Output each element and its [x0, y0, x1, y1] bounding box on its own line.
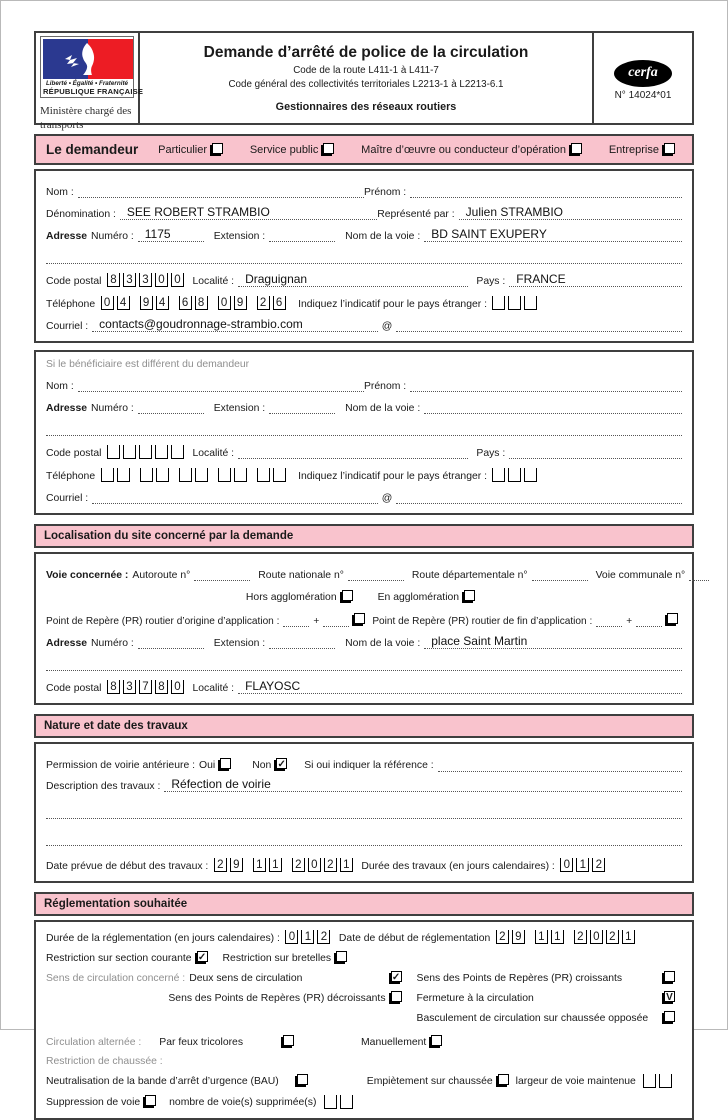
applicant-telephone-field[interactable]: 0 4 — [99, 296, 131, 310]
type-maitre-oeuvre-label: Maître d’œuvre ou conducteur d’opération — [361, 143, 566, 156]
beneficiaire-title: Si le bénéficiaire est différent du demandeur — [46, 359, 250, 370]
type-service-public-label: Service public — [249, 143, 319, 156]
ministry-text: Ministère chargé des transports — [40, 105, 132, 131]
beneficiaire-box — [34, 350, 694, 515]
pr-origine-field[interactable] — [283, 614, 309, 627]
indicatif-label: Indiquez l’indicatif pour le pays étranger : — [298, 299, 487, 310]
deux-sens-label: Deux sens de circulation — [189, 972, 303, 984]
extension-label: Extension : — [213, 231, 266, 242]
checkbox-section-courante[interactable]: ✓ — [197, 952, 207, 963]
pr-fin-label: Point de Repère (PR) routier de fin d’application : — [372, 616, 593, 627]
date-debut-travaux-field[interactable]: 2 9 — [212, 858, 244, 872]
form-subtitle-2: Code général des collectivités territoriales L2213-1 à L2213-6.1 — [228, 79, 504, 90]
checkbox-particulier[interactable] — [212, 143, 223, 154]
cerfa-block — [592, 33, 692, 123]
numero-label: Numéro : — [91, 403, 134, 414]
duree-travaux-label: Durée des travaux (en jours calendaires) : — [361, 861, 555, 872]
nb-voies-label: nombre de voie(s) supprimée(s) — [169, 1096, 317, 1108]
applicant-denomination-field[interactable]: SEE ROBERT STRAMBIO — [120, 207, 377, 220]
extension-label: Extension : — [213, 638, 266, 649]
beneficiary-prenom-field[interactable] — [410, 379, 682, 392]
at-label: @ — [381, 493, 393, 504]
cerfa-number: N° 14024*01 — [614, 90, 672, 101]
applicant-adresse-suite-field[interactable] — [46, 251, 682, 264]
description-label: Description des travaux : — [46, 781, 161, 792]
date-debut-reglementation-label: Date de début de réglementation — [338, 933, 491, 944]
form-title: Demande d’arrêté de police de la circulation — [203, 44, 529, 61]
beneficiary-nom-field[interactable] — [78, 379, 364, 392]
reglementation-box: Durée de la réglementation (en jours calendaires) : 0 1 2 Date de début de réglementation 2 9 1 1 2 0 2 1 Restriction sur section courante ✓ Restriction sur bretelles Sens de circulation concerné : Deux sens de circulation ✓ Sens des Points de Repères (PR) croissants Sens des Points de Repères (PR) décroissants Fermeture à la circulation V Basculement de circulation sur chaussée opposée Circulation alternée : Par feux tricolores Manuellement Restriction de chaussée : Neutralisation de la bande d’arrêt d’urgence (BAU) Empiètement sur chaussée largeur de voie maintenue Suppression de voie nombre de voie(s) supprimée(s) — [34, 920, 694, 1120]
checkbox-suppression-voie[interactable] — [145, 1095, 156, 1106]
checkbox-deux-sens[interactable]: ✓ — [391, 972, 401, 983]
empietement-label: Empiètement sur chaussée — [366, 1075, 493, 1087]
bretelles-label: Restriction sur bretelles — [222, 952, 332, 964]
nb-voies-field[interactable] — [322, 1095, 354, 1109]
section-bar-reglementation — [34, 892, 694, 916]
reglementation-title: Réglementation souhaitée — [44, 898, 188, 910]
beneficiary-adresse-suite-field[interactable] — [46, 423, 682, 436]
date-debut-reglementation-field[interactable]: 2 9 — [494, 930, 526, 944]
pr-fin-abs-field[interactable] — [636, 614, 662, 627]
indicatif-label: Indiquez l’indicatif pour le pays étranger : — [298, 471, 487, 482]
republique-text: RÉPUBLIQUE FRANÇAISE — [43, 87, 144, 96]
applicant-indicatif-field[interactable] — [491, 296, 539, 310]
republique-block — [36, 33, 144, 131]
largeur-voie-label: largeur de voie maintenue — [515, 1075, 636, 1087]
applicant-voie-field[interactable]: BD SAINT EXUPERY — [424, 229, 682, 242]
checkbox-empietement[interactable] — [498, 1074, 509, 1085]
form-subtitle-3: Gestionnaires des réseaux routiers — [275, 101, 457, 113]
nom-voie-label: Nom de la voie : — [345, 231, 421, 242]
adresse-label: Adresse — [46, 231, 88, 242]
checkbox-basculement[interactable] — [664, 1011, 675, 1022]
checkbox-bretelles[interactable] — [336, 951, 347, 962]
checkbox-pr-decroissants[interactable] — [391, 991, 402, 1002]
represente-par-label: Représenté par : — [377, 209, 455, 220]
checkbox-hors-agglo[interactable] — [342, 590, 353, 601]
site-localite-field[interactable]: FLAYOSC — [238, 681, 682, 694]
pays-label: Pays : — [476, 448, 506, 459]
beneficiary-code-postal-field[interactable] — [105, 445, 185, 459]
type-particulier-label: Particulier — [158, 143, 208, 156]
checkbox-manuellement[interactable] — [431, 1035, 442, 1046]
description-line3-field[interactable] — [46, 833, 682, 846]
travaux-box: Permission de voirie antérieure : Oui Non ✓ Si oui indiquer la référence : Description des travaux : Réfection de voirie Date prévue de début des travaux : 2 9 1 1 2 0 2 1 Durée des travaux (en jours calendaires) : 0 1 2 — [34, 742, 694, 883]
basculement-label: Basculement de circulation sur chaussée opposée — [416, 1012, 649, 1024]
section-bar-travaux — [34, 714, 694, 738]
telephone-label: Téléphone — [46, 471, 96, 482]
localite-label: Localité : — [192, 683, 235, 694]
applicant-courriel-domain-field[interactable] — [396, 319, 682, 332]
adresse-label: Adresse — [46, 638, 88, 649]
pr-croissants-label: Sens des Points de Repères (PR) croissants — [416, 972, 623, 984]
oui-label: Oui — [199, 759, 216, 771]
reference-field[interactable] — [438, 759, 682, 772]
checkbox-bau[interactable] — [297, 1074, 308, 1085]
code-postal-label: Code postal — [46, 276, 102, 287]
courriel-label: Courriel : — [46, 493, 89, 504]
localite-label: Localité : — [192, 448, 235, 459]
route-nationale-label: Route nationale n° — [258, 570, 344, 581]
checkbox-fermeture[interactable]: V — [664, 991, 675, 1002]
denomination-label: Dénomination : — [46, 209, 116, 220]
telephone-label: Téléphone — [46, 299, 96, 310]
restriction-chaussee-label: Restriction de chaussée : — [46, 1056, 163, 1067]
voie-communale-label: Voie communale n° — [595, 570, 686, 581]
checkbox-pr-origine[interactable] — [354, 613, 365, 624]
checkbox-en-agglo[interactable] — [464, 590, 475, 601]
beneficiary-pays-field[interactable] — [509, 446, 682, 459]
duree-reglementation-field[interactable]: 0 1 2 — [284, 930, 332, 944]
pr-origine-abs-field[interactable] — [323, 614, 349, 627]
autoroute-num-field[interactable] — [194, 568, 250, 581]
hors-agglo-label: Hors agglomération — [245, 591, 337, 603]
site-extension-field[interactable] — [269, 636, 335, 649]
form-header — [34, 31, 694, 131]
code-postal-label: Code postal — [46, 683, 102, 694]
prenom-label: Prénom : — [364, 381, 407, 392]
beneficiary-indicatif-field[interactable] — [491, 468, 539, 482]
numero-label: Numéro : — [91, 231, 134, 242]
motto-text: Liberté • Égalité • Fraternité — [45, 80, 129, 87]
marianne-logo — [40, 36, 144, 98]
non-label: Non — [252, 759, 272, 771]
bau-label: Neutralisation de la bande d’arrêt d’urgence (BAU) — [46, 1075, 279, 1087]
applicant-nom-field[interactable] — [78, 185, 364, 198]
route-nationale-num-field[interactable] — [348, 568, 404, 581]
pr-fin-field[interactable] — [596, 614, 622, 627]
checkbox-pr-fin[interactable] — [667, 613, 678, 624]
pays-label: Pays : — [476, 276, 506, 287]
description-line2-field[interactable] — [46, 806, 682, 819]
beneficiary-localite-field[interactable] — [238, 446, 468, 459]
nom-voie-label: Nom de la voie : — [345, 638, 421, 649]
demandeur-box: Nom : Prénom : Dénomination : SEE ROBERT STRAMBIO Représenté par : Julien STRAMBIO Adresse Numéro : 1175 Extension : Nom de la voie : BD SAINT EXUPERY Code postal 8 3 3 0 0 Localité : Draguignan Pays : FRANCE Téléphone 0 4 9 4 6 8 0 9 2 6 Indiquez l’indicatif pour le pays étranger : Courriel : contacts@goudronnage-strambio.com @ — [34, 169, 694, 343]
beneficiary-courriel-domain-field[interactable] — [396, 491, 682, 504]
site-numero-field[interactable] — [138, 636, 204, 649]
route-departementale-label: Route départementale n° — [411, 570, 528, 581]
beneficiary-courriel-field[interactable] — [92, 491, 378, 504]
cerfa-logo: cerfa — [614, 60, 672, 87]
at-label: @ — [381, 321, 393, 332]
checkbox-permission-oui[interactable] — [220, 758, 231, 769]
beneficiary-voie-field[interactable] — [424, 401, 682, 414]
localite-label: Localité : — [192, 276, 235, 287]
travaux-title: Nature et date des travaux — [44, 720, 188, 732]
courriel-label: Courriel : — [46, 321, 89, 332]
section-bar-demandeur — [34, 134, 694, 165]
site-adresse-suite-field[interactable] — [46, 658, 682, 671]
suppression-voie-label: Suppression de voie — [46, 1096, 141, 1108]
checkbox-entreprise[interactable] — [664, 143, 675, 154]
applicant-represente-field[interactable]: Julien STRAMBIO — [459, 207, 682, 220]
autoroute-label: Autoroute n° — [132, 570, 191, 581]
fermeture-label: Fermeture à la circulation — [416, 992, 534, 1004]
duree-reglementation-label: Durée de la réglementation (en jours calendaires) : — [46, 933, 280, 944]
checkbox-pr-croissants[interactable] — [664, 971, 675, 982]
beneficiary-extension-field[interactable] — [269, 401, 335, 414]
nom-label: Nom : — [46, 381, 74, 392]
route-departementale-num-field[interactable] — [532, 568, 588, 581]
site-code-postal-field[interactable]: 8 3 7 8 0 — [105, 680, 185, 694]
circulation-alternee-label: Circulation alternée : — [46, 1036, 142, 1048]
numero-label: Numéro : — [91, 638, 134, 649]
reference-label: Si oui indiquer la référence : — [304, 759, 434, 771]
date-debut-travaux-label: Date prévue de début des travaux : — [46, 861, 209, 872]
section-courante-label: Restriction sur section courante — [46, 952, 192, 964]
beneficiary-telephone-field[interactable] — [99, 468, 131, 482]
nom-voie-label: Nom de la voie : — [345, 403, 421, 414]
checkbox-permission-non[interactable]: ✓ — [277, 759, 286, 770]
feux-label: Par feux tricolores — [159, 1036, 244, 1048]
adresse-label: Adresse — [46, 403, 88, 414]
applicant-localite-field[interactable]: Draguignan — [238, 274, 468, 287]
pr-origine-label: Point de Repère (PR) routier d’origine d’application : — [46, 616, 280, 627]
largeur-voie-field[interactable] — [642, 1074, 674, 1088]
voie-communale-num-field[interactable] — [689, 568, 709, 581]
type-entreprise-label: Entreprise — [608, 143, 659, 156]
cerfa-form-page — [1, 1, 727, 1120]
plus-label: + — [313, 616, 320, 627]
voie-concernee-label: Voie concernée : — [46, 570, 129, 581]
applicant-code-postal-field[interactable]: 8 3 3 0 0 — [105, 273, 185, 287]
localisation-title: Localisation du site concerné par la demande — [44, 530, 294, 542]
extension-label: Extension : — [213, 403, 266, 414]
nom-label: Nom : — [46, 187, 74, 198]
description-field[interactable]: Réfection de voirie — [164, 779, 682, 792]
checkbox-service-public[interactable] — [323, 143, 334, 154]
applicant-pays-field[interactable]: FRANCE — [509, 274, 682, 287]
applicant-numero-field[interactable]: 1175 — [138, 229, 204, 242]
applicant-extension-field[interactable] — [269, 229, 335, 242]
sens-concerne-label: Sens de circulation concerné : — [46, 972, 186, 984]
french-flag-icon — [43, 39, 133, 79]
checkbox-feux[interactable] — [283, 1035, 294, 1046]
plus-label: + — [626, 616, 633, 627]
duree-travaux-field[interactable]: 0 1 2 — [559, 858, 607, 872]
pr-decroissants-label: Sens des Points de Repères (PR) décroissants — [168, 992, 386, 1004]
code-postal-label: Code postal — [46, 448, 102, 459]
applicant-prenom-field[interactable] — [410, 185, 682, 198]
beneficiary-numero-field[interactable] — [138, 401, 204, 414]
prenom-label: Prénom : — [364, 187, 407, 198]
form-subtitle-1: Code de la route L411-1 à L411-7 — [293, 65, 439, 76]
localisation-box — [34, 552, 694, 705]
site-voie-field[interactable]: place Saint Martin — [424, 636, 682, 649]
checkbox-maitre-oeuvre[interactable] — [571, 143, 582, 154]
marianne-profile-icon — [43, 39, 133, 79]
manuellement-label: Manuellement — [361, 1036, 427, 1048]
form-title-block — [140, 33, 592, 123]
section-bar-localisation — [34, 524, 694, 548]
applicant-courriel-field[interactable]: contacts@goudronnage-strambio.com — [92, 319, 378, 332]
permission-label: Permission de voirie antérieure : — [46, 759, 196, 771]
demandeur-title: Le demandeur — [46, 142, 139, 157]
en-agglo-label: En agglomération — [377, 591, 460, 603]
